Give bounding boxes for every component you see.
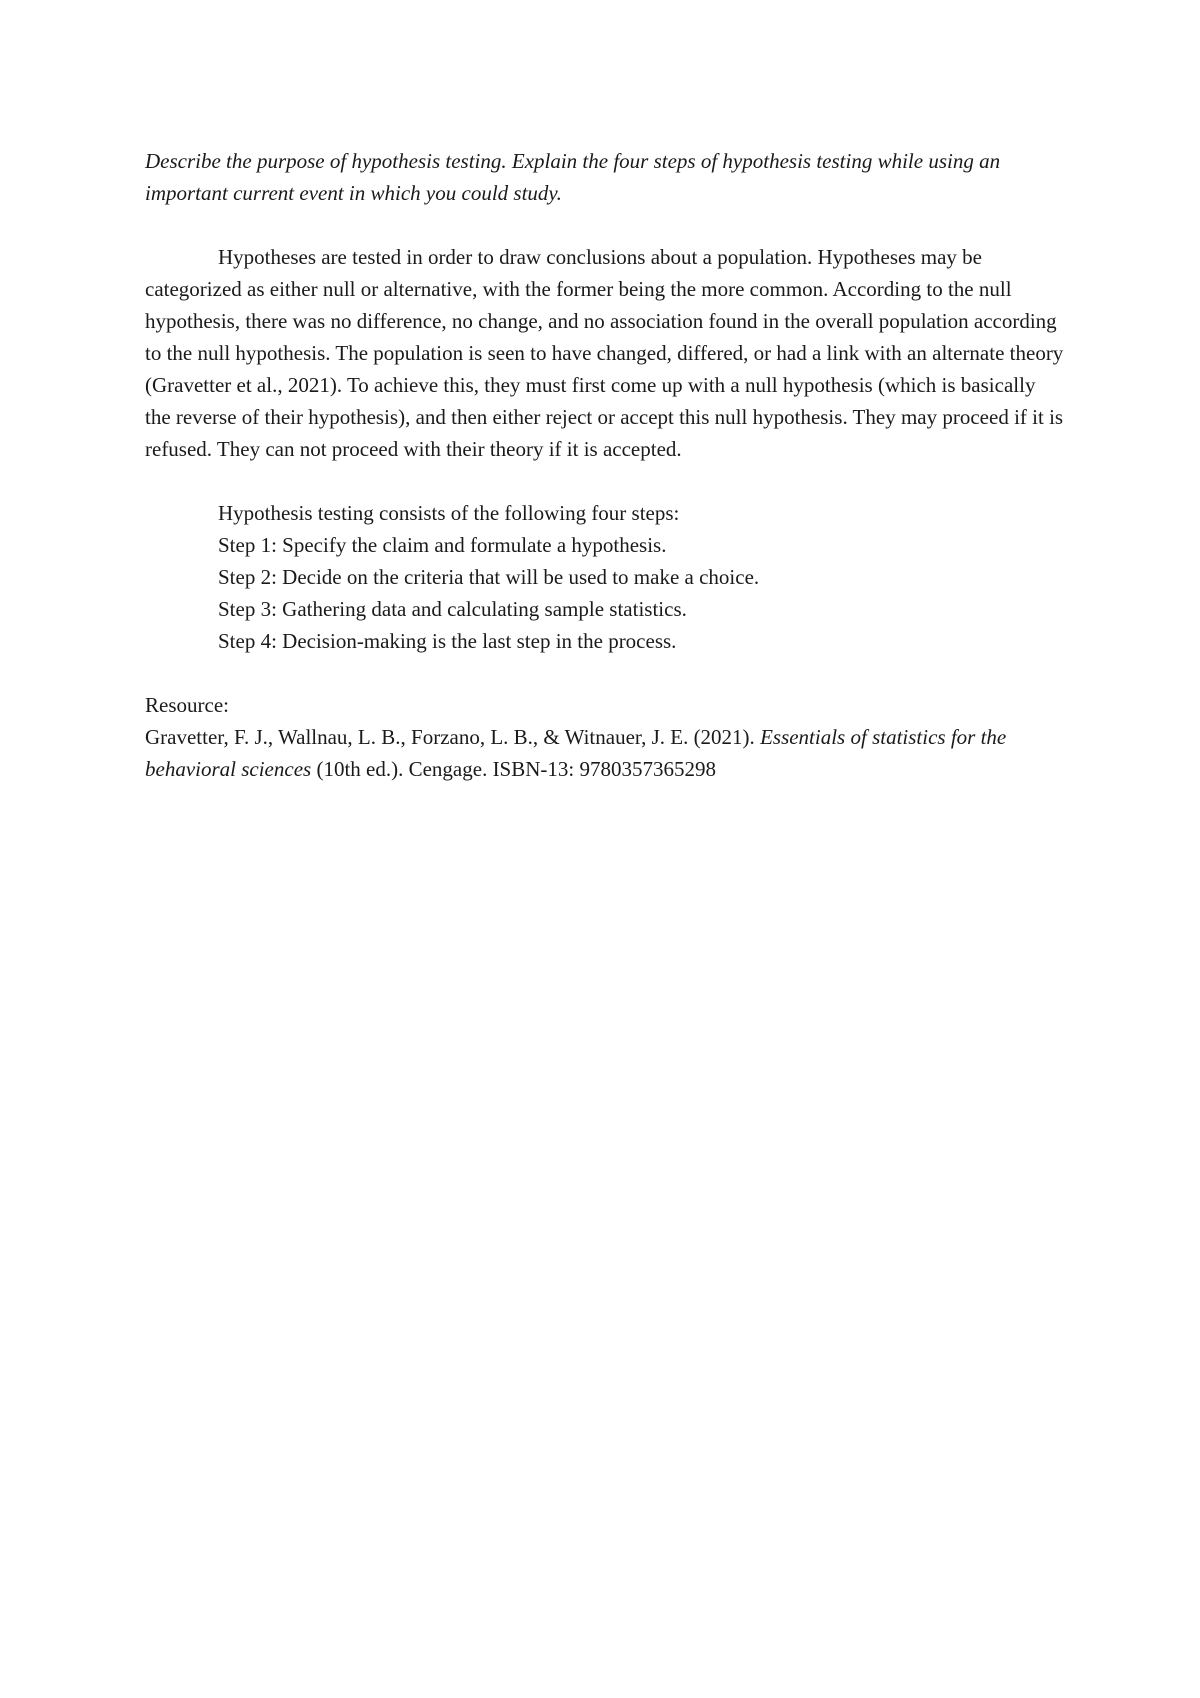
body-paragraph: Hypotheses are tested in order to draw conclusions about a population. Hypotheses may be categorized as either null or alternative, with the former being the more common. According to the null hypothesis, there was no difference, no change, and no association found in the overall population according to the null hypothesis. The population is seen to have changed, differed, or had a link with an alternate theory (Gravetter et al., 2021). To achieve this, they must first come up with a null hypothesis (which is basically the reverse of their hypothesis), and then either reject or accept this null hypothesis. They may proceed if it is refused. They can not proceed with their theory if it is accepted.	[145, 245, 1064, 461]
step-item: Step 4: Decision-making is the last step in the process.	[218, 629, 677, 653]
reference-authors-year: Gravetter, F. J., Wallnau, L. B., Forzano, L. B., & Witnauer, J. E. (2021).	[145, 725, 761, 749]
document-content	[145, 145, 1065, 785]
step-item: Step 2: Decide on the criteria that will be used to make a choice.	[218, 565, 760, 589]
assignment-prompt: Describe the purpose of hypothesis testing. Explain the four steps of hypothesis testing while using an important current event in which you could study.	[145, 149, 1001, 205]
reference-entry	[145, 721, 1065, 785]
steps-list	[218, 497, 1065, 657]
resource-label: Resource:	[145, 693, 229, 717]
reference-tail: (10th ed.). Cengage. ISBN-13: 9780357365298	[311, 757, 716, 781]
steps-intro: Hypothesis testing consists of the following four steps:	[218, 501, 680, 525]
step-item: Step 3: Gathering data and calculating sample statistics.	[218, 597, 687, 621]
reference-title: Essentials of statistics for the behavioral sciences	[145, 725, 1007, 781]
step-item: Step 1: Specify the claim and formulate a hypothesis.	[218, 533, 667, 557]
